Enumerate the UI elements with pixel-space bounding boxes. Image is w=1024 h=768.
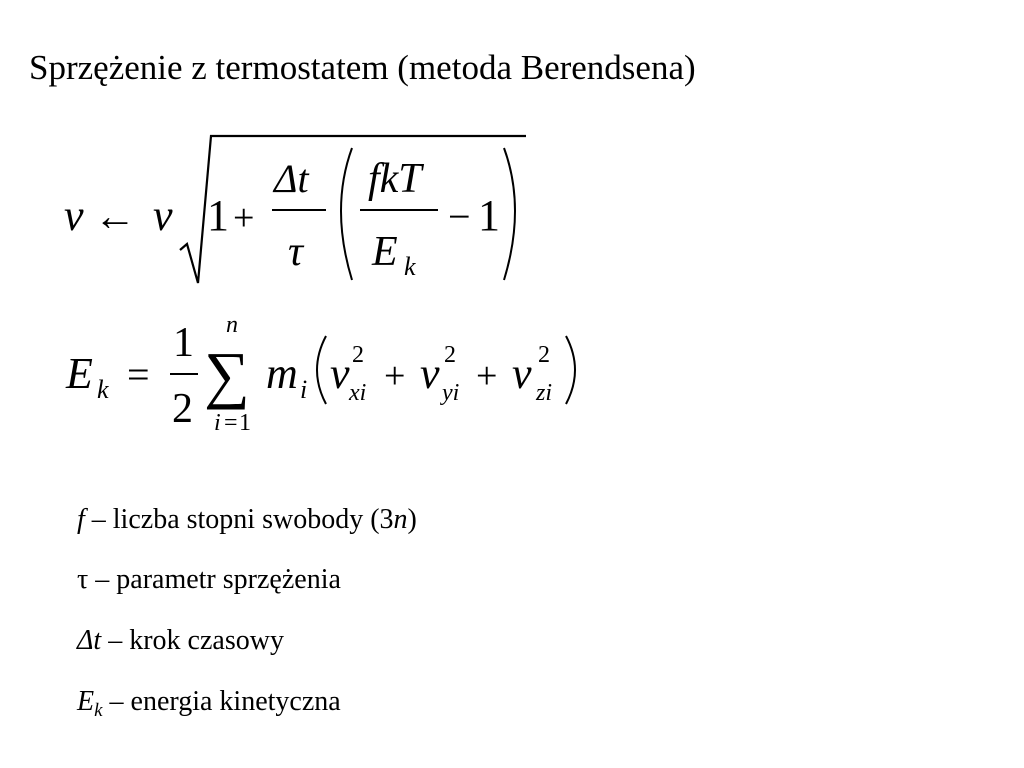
eq2-sigma: ∑ bbox=[204, 339, 250, 410]
eq2-k: k bbox=[97, 375, 109, 404]
legend-item-tau bbox=[77, 563, 341, 597]
eq2-plus1: + bbox=[384, 355, 406, 397]
legend-desc-ek: – energia kinetyczna bbox=[102, 686, 341, 717]
eq1-plus: + bbox=[233, 197, 255, 239]
legend-desc-dt: – krok czasowy bbox=[101, 625, 284, 656]
legend-paren-var: n bbox=[393, 504, 408, 535]
eq1-left-paren bbox=[341, 148, 352, 280]
sqrt-radical bbox=[180, 136, 526, 283]
legend-item-f bbox=[77, 503, 417, 537]
legend-desc-tau: – parametr sprzężenia bbox=[88, 564, 341, 595]
eq2-upper: n bbox=[226, 312, 238, 338]
eq1-right-paren bbox=[504, 148, 515, 280]
slide-title: Sprzężenie z termostatem (metoda Berendsena) bbox=[29, 48, 696, 87]
eq2-sup3: 2 bbox=[538, 342, 550, 368]
eq2-equals: = bbox=[127, 352, 150, 397]
legend-symbol-dt: Δt bbox=[77, 625, 102, 656]
eq2-m: m bbox=[266, 349, 298, 398]
eq1-E: E bbox=[372, 229, 398, 275]
eq1-tau: τ bbox=[288, 229, 304, 275]
eq1-fkT: fkT bbox=[368, 156, 422, 202]
legend-desc-f: – liczba stopni swobody (3 bbox=[84, 504, 394, 535]
eq1-one: 1 bbox=[207, 191, 229, 240]
legend-symbol-E: E bbox=[77, 686, 95, 717]
eq2-sub3: zi bbox=[536, 380, 553, 406]
eq2-lower-i: i bbox=[214, 410, 221, 436]
eq1-dt: Δt bbox=[274, 156, 309, 201]
eq2-v2: v bbox=[420, 349, 440, 398]
eq2-right-paren bbox=[566, 336, 575, 404]
eq2-lower-eq: = bbox=[224, 410, 238, 436]
eq1-one-2: 1 bbox=[478, 191, 500, 240]
eq1-arrow: ← bbox=[94, 194, 136, 240]
kinetic-energy-equation bbox=[0, 308, 600, 438]
eq2-sub1: xi bbox=[349, 380, 367, 406]
legend-item-ek bbox=[77, 685, 341, 719]
legend-symbol-k: k bbox=[94, 700, 103, 721]
eq2-E: E bbox=[66, 349, 93, 398]
legend-paren-close: ) bbox=[407, 504, 417, 535]
eq1-minus: − bbox=[448, 194, 471, 239]
eq2-left-paren bbox=[317, 336, 326, 404]
eq1-k: k bbox=[404, 252, 416, 281]
eq1-lhs-v: v bbox=[64, 191, 84, 240]
legend-symbol-f: f bbox=[77, 504, 85, 535]
eq2-v1: v bbox=[330, 349, 350, 398]
eq2-m-sub: i bbox=[300, 375, 308, 404]
eq2-den: 2 bbox=[172, 386, 193, 432]
eq2-lower-1: 1 bbox=[239, 410, 251, 436]
berendsen-equation bbox=[0, 120, 560, 300]
eq2-sub2: yi bbox=[442, 380, 460, 406]
eq2-v3: v bbox=[512, 349, 532, 398]
eq2-num: 1 bbox=[173, 320, 194, 366]
eq2-sup1: 2 bbox=[352, 342, 364, 368]
eq2-plus2: + bbox=[476, 355, 498, 397]
eq1-v: v bbox=[153, 191, 173, 240]
legend-item-dt bbox=[77, 624, 284, 658]
legend-symbol-tau: τ bbox=[77, 564, 89, 595]
eq2-sup2: 2 bbox=[444, 342, 456, 368]
